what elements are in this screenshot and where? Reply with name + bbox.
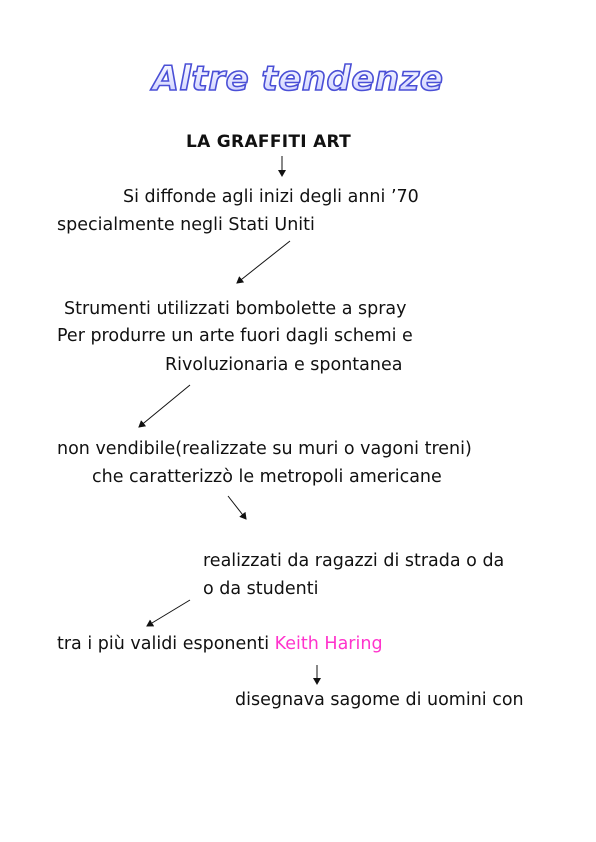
text-line-prefix: tra i più validi esponenti <box>57 634 275 654</box>
artist-name: Keith Haring <box>274 634 383 654</box>
title-wordart <box>152 50 444 108</box>
text-line: Per produrre un arte fuori dagli schemi e <box>57 326 413 346</box>
text-line: specialmente negli Stati Uniti <box>57 215 315 235</box>
arrow-down-right-icon <box>228 496 246 519</box>
arrow-down-left-icon <box>147 600 190 626</box>
arrow-down-left-icon <box>237 241 290 283</box>
text-line: disegnava sagome di uomini con <box>235 690 524 710</box>
page-title <box>0 50 596 108</box>
section-heading: LA GRAFFITI ART <box>186 132 352 152</box>
text-line: Strumenti utilizzati bombolette a spray <box>64 299 407 319</box>
title-text: Altre tendenze <box>152 59 444 99</box>
text-line <box>57 633 383 655</box>
text-line: che caratterizzò le metropoli americane <box>92 467 442 487</box>
text-line: Rivoluzionaria e spontanea <box>165 355 403 375</box>
text-line: non vendibile(realizzate su muri o vagoni treni) <box>57 439 472 459</box>
text-line: realizzati da ragazzi di strada o da <box>203 551 505 571</box>
text-line: o da studenti <box>203 579 319 599</box>
text-line: Si diffonde agli inizi degli anni ’70 <box>123 187 419 207</box>
arrow-down-left-icon <box>139 385 190 427</box>
